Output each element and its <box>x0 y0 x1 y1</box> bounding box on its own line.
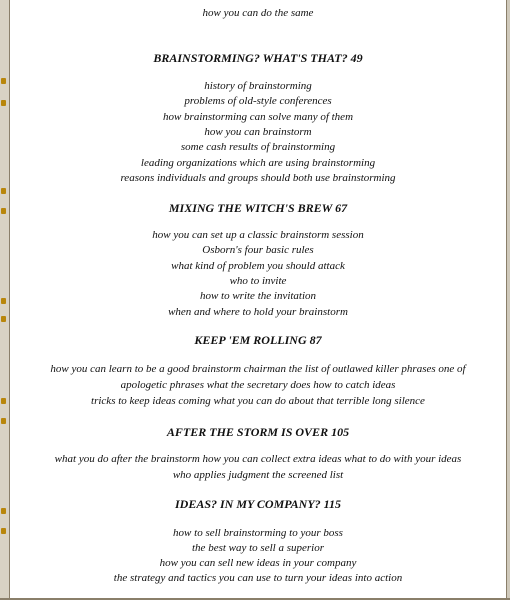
section-heading: MIXING THE WITCH'S BREW 67 <box>168 201 348 215</box>
border-ornament <box>1 398 6 404</box>
border-ornament <box>1 188 6 194</box>
text-line: when and where to hold your brainstorm <box>168 306 348 318</box>
text-line: some cash results of brainstorming <box>180 141 336 153</box>
border-ornament <box>1 418 6 424</box>
text-line: how brainstorming can solve many of them <box>162 111 354 123</box>
section-heading: KEEP 'EM ROLLING 87 <box>194 333 322 347</box>
text-line: how you can sell new ideas in your company <box>159 557 357 569</box>
border-ornament <box>1 78 6 84</box>
text-line: what you do after the brainstorm how you can collect extra ideas what to do with your ideas <box>54 453 462 465</box>
text-line: what kind of problem you should attack <box>171 260 345 272</box>
text-line: reasons individuals and groups should both use brainstorming <box>120 172 396 184</box>
text-line: how to write the invitation <box>199 290 317 302</box>
border-ornament <box>1 508 6 514</box>
section-heading: BRAINSTORMING? WHAT'S THAT? 49 <box>153 51 363 65</box>
text-line: the best way to sell a superior <box>192 542 324 554</box>
border-ornament <box>1 100 6 106</box>
text-line: how you can learn to be a good brainstorm chairman the list of outlawed killer phrases one of <box>50 363 466 375</box>
text-line: apologetic phrases what the secretary does how to catch ideas <box>120 379 396 391</box>
border-ornament <box>1 528 6 534</box>
text-line: how you can set up a classic brainstorm session <box>152 229 364 241</box>
section-heading: AFTER THE STORM IS OVER 105 <box>166 425 350 439</box>
text-line: Osborn's four basic rules <box>202 244 314 256</box>
text-line: the strategy and tactics you can use to turn your ideas into action <box>113 572 403 584</box>
text-line: tricks to keep ideas coming what you can do about that terrible long silence <box>91 395 425 407</box>
text-line: how to sell brainstorming to your boss <box>173 527 343 539</box>
text-line: problems of old-style conferences <box>184 95 332 107</box>
text-line: who applies judgment the screened list <box>172 469 344 481</box>
border-ornament <box>1 208 6 214</box>
text-line: who to invite <box>229 275 287 287</box>
border-ornament <box>1 316 6 322</box>
section-heading: IDEAS? IN MY COMPANY? 115 <box>174 497 342 511</box>
text-line: leading organizations which are using brainstorming <box>140 157 376 169</box>
text-line: history of brainstorming <box>204 80 312 92</box>
text-line: how you can do the same <box>202 7 314 19</box>
border-ornament <box>1 298 6 304</box>
right-window-border <box>506 0 510 600</box>
text-line: how you can brainstorm <box>204 126 312 138</box>
left-window-border <box>0 0 10 600</box>
